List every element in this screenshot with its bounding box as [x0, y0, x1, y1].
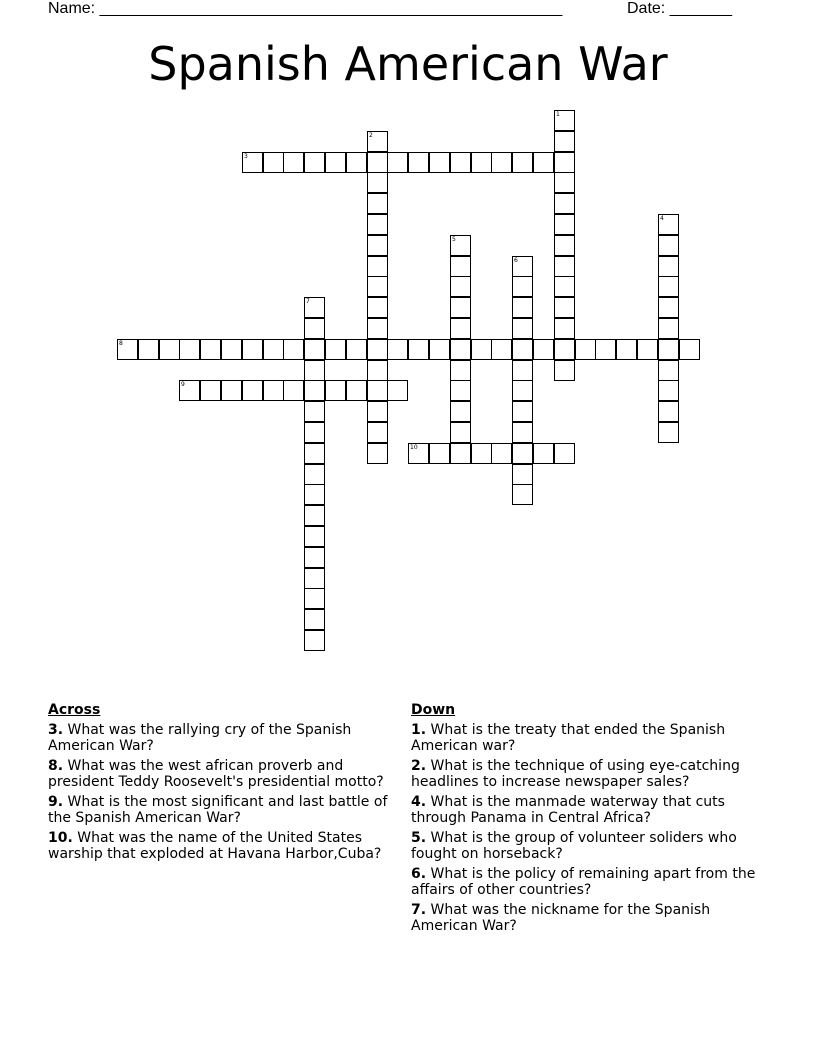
crossword-cell[interactable] — [221, 339, 242, 360]
crossword-cell[interactable] — [554, 297, 575, 318]
crossword-cell[interactable] — [491, 339, 512, 360]
crossword-cell[interactable] — [512, 297, 533, 318]
crossword-cell[interactable] — [450, 380, 471, 401]
crossword-cell[interactable] — [512, 484, 533, 505]
crossword-cell[interactable] — [367, 235, 388, 256]
crossword-cell[interactable] — [367, 276, 388, 297]
crossword-cell[interactable] — [658, 297, 679, 318]
crossword-cell[interactable] — [533, 152, 554, 173]
crossword-cell[interactable] — [408, 152, 429, 173]
crossword-cell[interactable] — [679, 339, 700, 360]
clue-number: 3. — [48, 722, 64, 738]
crossword-cell[interactable] — [283, 152, 304, 173]
crossword-cell[interactable] — [179, 380, 200, 401]
crossword-cell[interactable] — [346, 339, 367, 360]
crossword-cell[interactable] — [450, 401, 471, 422]
crossword-cell[interactable] — [304, 609, 325, 630]
clue-text: What is the manmade waterway that cuts through Panama in Central Africa? — [411, 794, 725, 826]
crossword-cell[interactable] — [304, 505, 325, 526]
crossword-cell[interactable] — [450, 276, 471, 297]
crossword-cell[interactable] — [304, 297, 325, 318]
clue-text: What is the technique of using eye-catching headlines to increase newspaper sales? — [411, 758, 740, 790]
crossword-cell[interactable] — [450, 256, 471, 277]
crossword-cell[interactable] — [471, 152, 492, 173]
crossword-cell[interactable] — [242, 380, 263, 401]
crossword-cell[interactable] — [658, 380, 679, 401]
clue-text: What is the most significant and last battle of the Spanish American War? — [48, 794, 388, 826]
crossword-cell[interactable] — [367, 380, 388, 401]
crossword-cell[interactable] — [658, 401, 679, 422]
crossword-cell[interactable] — [429, 339, 450, 360]
crossword-cell[interactable] — [450, 422, 471, 443]
crossword-cell[interactable] — [450, 152, 471, 173]
clue-text: What was the west african proverb and president Teddy Roosevelt's presidential motto? — [48, 758, 384, 790]
crossword-cell[interactable] — [533, 443, 554, 464]
crossword-cell[interactable] — [450, 297, 471, 318]
crossword-cell[interactable] — [554, 214, 575, 235]
crossword-cell[interactable] — [221, 380, 242, 401]
crossword-cell[interactable] — [658, 214, 679, 235]
crossword-cell[interactable] — [554, 193, 575, 214]
crossword-cell[interactable] — [367, 152, 388, 173]
crossword-cell[interactable] — [367, 443, 388, 464]
cell-number: 9 — [181, 381, 185, 388]
crossword-cell[interactable] — [658, 339, 679, 360]
clue-down-4 — [411, 794, 771, 826]
crossword-cell[interactable] — [658, 318, 679, 339]
crossword-cell[interactable] — [263, 339, 284, 360]
crossword-cell[interactable] — [491, 152, 512, 173]
cell-number: 8 — [119, 340, 123, 347]
clue-text: What is the policy of remaining apart from the affairs of other countries? — [411, 866, 756, 898]
crossword-cell[interactable] — [595, 339, 616, 360]
clue-text: What was the nickname for the Spanish American War? — [411, 902, 711, 934]
crossword-cell[interactable] — [304, 588, 325, 609]
clue-number: 1. — [411, 722, 427, 738]
cell-number: 2 — [369, 132, 373, 139]
crossword-cell[interactable] — [408, 339, 429, 360]
crossword-cell[interactable] — [304, 380, 325, 401]
crossword-cell[interactable] — [408, 443, 429, 464]
crossword-cell[interactable] — [304, 526, 325, 547]
cell-number: 5 — [452, 236, 456, 243]
across-clues — [48, 702, 408, 866]
crossword-cell[interactable] — [512, 256, 533, 277]
crossword-cell[interactable] — [616, 339, 637, 360]
crossword-cell[interactable] — [325, 339, 346, 360]
crossword-cell[interactable] — [304, 401, 325, 422]
crossword-cell[interactable] — [450, 360, 471, 381]
crossword-cell[interactable] — [346, 380, 367, 401]
crossword-cell[interactable] — [450, 318, 471, 339]
crossword-cell[interactable] — [304, 339, 325, 360]
crossword-cell[interactable] — [512, 464, 533, 485]
crossword-cell[interactable] — [554, 339, 575, 360]
crossword-cell[interactable] — [367, 172, 388, 193]
crossword-cell[interactable] — [367, 339, 388, 360]
clue-across-8 — [48, 758, 408, 790]
crossword-cell[interactable] — [283, 380, 304, 401]
clue-number: 5. — [411, 830, 427, 846]
crossword-cell[interactable] — [554, 256, 575, 277]
crossword-cell[interactable] — [471, 443, 492, 464]
crossword-cell[interactable] — [658, 235, 679, 256]
crossword-cell[interactable] — [304, 630, 325, 651]
across-heading: Across — [48, 702, 101, 718]
clue-number: 7. — [411, 902, 427, 918]
clue-number: 6. — [411, 866, 427, 882]
crossword-cell[interactable] — [512, 318, 533, 339]
crossword-cell[interactable] — [554, 443, 575, 464]
crossword-cell[interactable] — [346, 152, 367, 173]
crossword-cell[interactable] — [658, 256, 679, 277]
crossword-cell[interactable] — [512, 443, 533, 464]
cell-number: 4 — [660, 215, 664, 222]
clue-text: What is the group of volunteer soliders who fought on horseback? — [411, 830, 737, 862]
crossword-cell[interactable] — [367, 297, 388, 318]
clue-text: What was the name of the United States warship that exploded at Havana Harbor,Cuba? — [48, 830, 382, 862]
crossword-cell[interactable] — [429, 443, 450, 464]
crossword-cell[interactable] — [367, 360, 388, 381]
crossword-cell[interactable] — [138, 339, 159, 360]
crossword-cell[interactable] — [367, 256, 388, 277]
cell-number: 6 — [514, 257, 518, 264]
crossword-cell[interactable] — [491, 443, 512, 464]
crossword-cell[interactable] — [304, 547, 325, 568]
crossword-cell[interactable] — [367, 401, 388, 422]
crossword-cell[interactable] — [200, 380, 221, 401]
crossword-cell[interactable] — [387, 380, 408, 401]
clue-down-6 — [411, 866, 771, 898]
clue-down-7 — [411, 902, 771, 934]
clue-across-9 — [48, 794, 408, 826]
crossword-cell[interactable] — [242, 339, 263, 360]
crossword-cell[interactable] — [658, 276, 679, 297]
crossword-cell[interactable] — [512, 360, 533, 381]
crossword-cell[interactable] — [283, 339, 304, 360]
crossword-cell[interactable] — [325, 380, 346, 401]
crossword-cell[interactable] — [554, 235, 575, 256]
crossword-cell[interactable] — [263, 380, 284, 401]
clue-number: 4. — [411, 794, 427, 810]
cell-number: 3 — [244, 153, 248, 160]
clue-down-5 — [411, 830, 771, 862]
crossword-cell[interactable] — [554, 172, 575, 193]
crossword-cell[interactable] — [304, 484, 325, 505]
crossword-cell[interactable] — [450, 235, 471, 256]
crossword-cell[interactable] — [658, 422, 679, 443]
crossword-cell[interactable] — [554, 110, 575, 131]
clue-number: 2. — [411, 758, 427, 774]
crossword-cell[interactable] — [304, 568, 325, 589]
clue-number: 9. — [48, 794, 64, 810]
crossword-cell[interactable] — [367, 193, 388, 214]
crossword-cell[interactable] — [304, 443, 325, 464]
crossword-cell[interactable] — [450, 443, 471, 464]
crossword-cell[interactable] — [200, 339, 221, 360]
clue-text: What is the treaty that ended the Spanish American war? — [411, 722, 726, 754]
cell-number: 1 — [556, 111, 560, 118]
crossword-cell[interactable] — [387, 339, 408, 360]
clue-text: What was the rallying cry of the Spanish American War? — [48, 722, 352, 754]
crossword-cell[interactable] — [367, 131, 388, 152]
crossword-cell[interactable] — [554, 318, 575, 339]
crossword-cell[interactable] — [554, 131, 575, 152]
crossword-cell[interactable] — [554, 360, 575, 381]
crossword-cell[interactable] — [637, 339, 658, 360]
crossword-cell[interactable] — [512, 380, 533, 401]
crossword-cell[interactable] — [325, 152, 346, 173]
crossword-cell[interactable] — [387, 152, 408, 173]
crossword-cell[interactable] — [367, 214, 388, 235]
down-clues — [411, 702, 771, 938]
crossword-cell[interactable] — [159, 339, 180, 360]
crossword-cell[interactable] — [575, 339, 596, 360]
crossword-cell[interactable] — [242, 152, 263, 173]
date-line: Date: _______ — [627, 0, 732, 17]
crossword-cell[interactable] — [117, 339, 138, 360]
clue-down-2 — [411, 758, 771, 790]
crossword-cell[interactable] — [367, 318, 388, 339]
crossword-cell[interactable] — [512, 276, 533, 297]
crossword-cell[interactable] — [304, 360, 325, 381]
down-heading: Down — [411, 702, 456, 718]
crossword-cell[interactable] — [263, 152, 284, 173]
clue-across-3 — [48, 722, 408, 754]
clue-number: 8. — [48, 758, 64, 774]
crossword-cell[interactable] — [304, 152, 325, 173]
crossword-cell[interactable] — [304, 318, 325, 339]
crossword-cell[interactable] — [179, 339, 200, 360]
crossword-cell[interactable] — [512, 422, 533, 443]
crossword-cell[interactable] — [367, 422, 388, 443]
cell-number: 10 — [410, 444, 418, 451]
page-title: Spanish American War — [148, 37, 668, 91]
clue-across-10 — [48, 830, 408, 862]
cell-number: 7 — [306, 298, 310, 305]
crossword-cell[interactable] — [429, 152, 450, 173]
crossword-cell[interactable] — [512, 339, 533, 360]
crossword-cell[interactable] — [512, 401, 533, 422]
crossword-cell[interactable] — [304, 464, 325, 485]
crossword-cell[interactable] — [554, 276, 575, 297]
crossword-cell[interactable] — [554, 152, 575, 173]
name-line: Name: ____________________________________________________ — [48, 0, 563, 17]
clue-down-1 — [411, 722, 771, 754]
clue-number: 10. — [48, 830, 73, 846]
crossword-cell[interactable] — [450, 339, 471, 360]
crossword-cell[interactable] — [658, 360, 679, 381]
crossword-cell[interactable] — [471, 339, 492, 360]
crossword-cell[interactable] — [304, 422, 325, 443]
crossword-cell[interactable] — [512, 152, 533, 173]
crossword-cell[interactable] — [533, 339, 554, 360]
